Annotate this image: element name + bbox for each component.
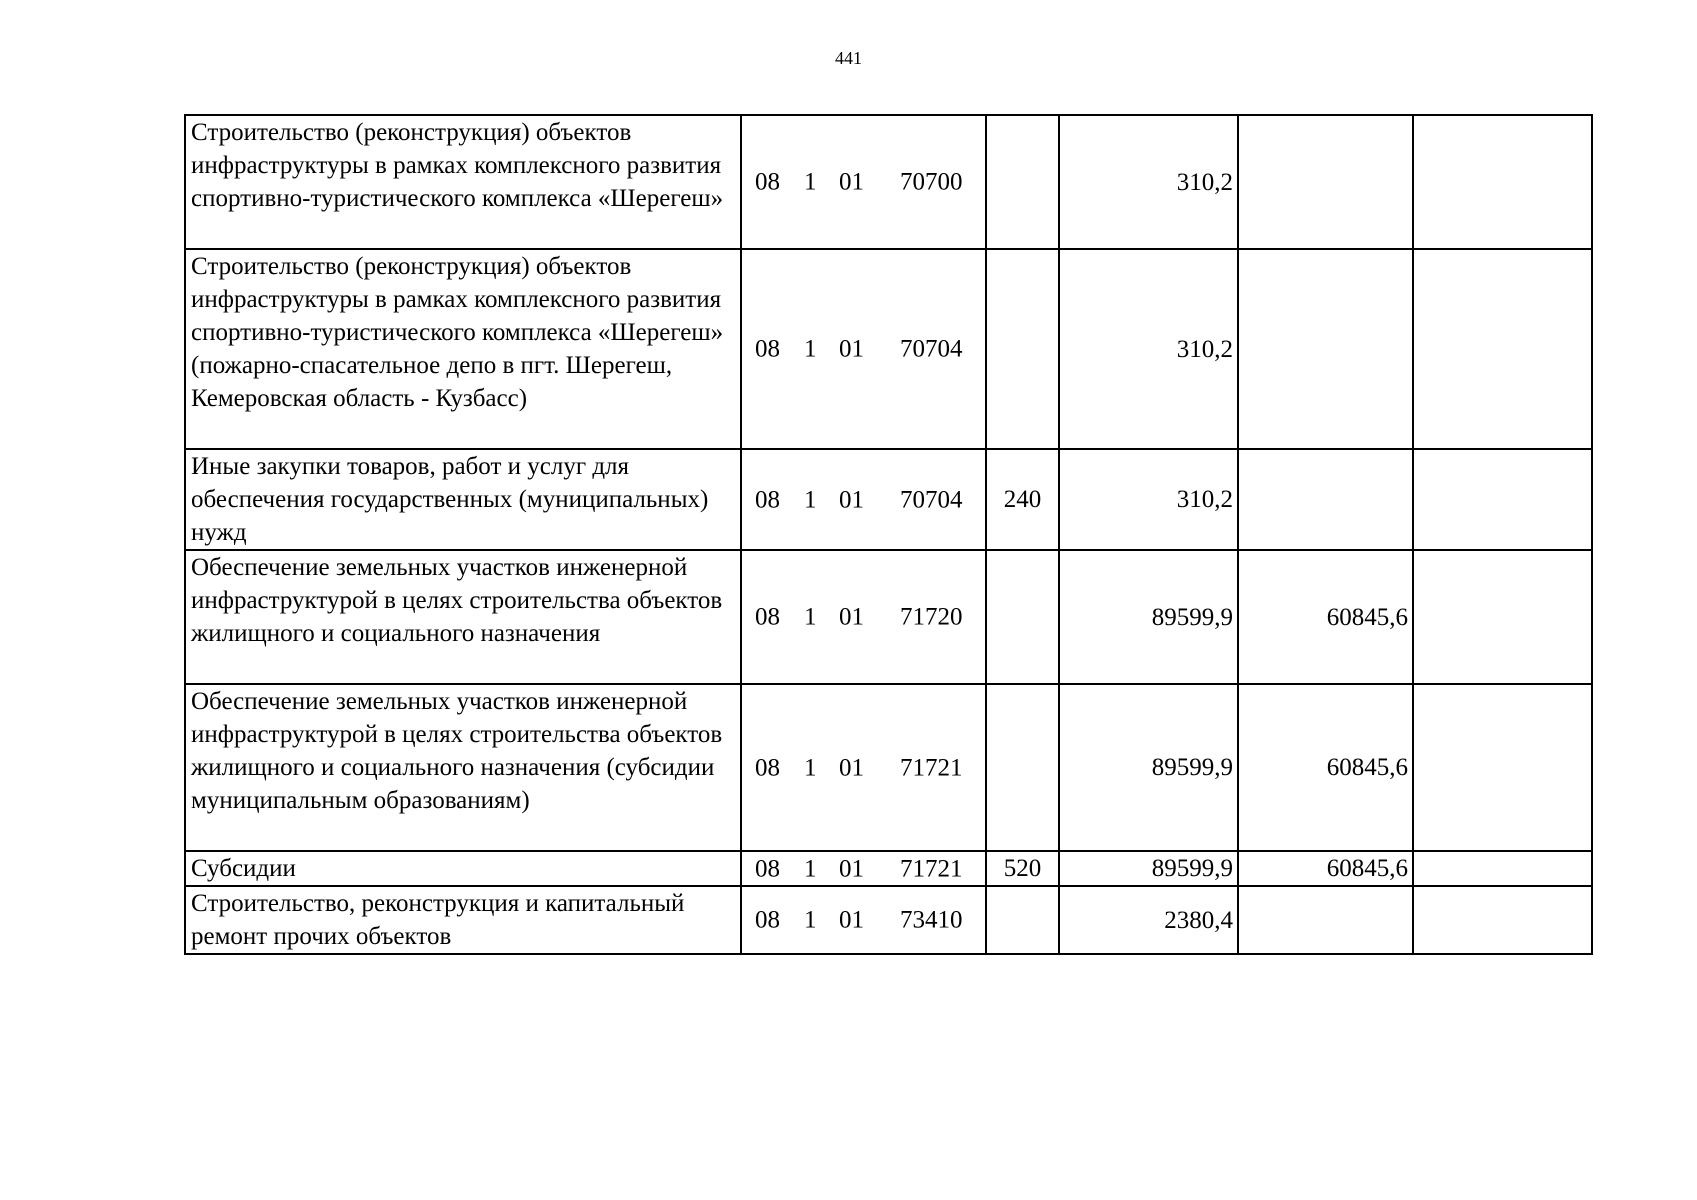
code-part: 01 [839, 168, 864, 196]
amount-cell-3 [1413, 684, 1592, 851]
classification-code [741, 449, 986, 550]
expense-type-cell [986, 115, 1059, 249]
amount-cell-1: 89599,9 [1059, 550, 1238, 684]
table-row [185, 886, 1592, 954]
code-part: 01 [839, 855, 864, 882]
row-name: Строительство (реконструкция) объектов инфраструктуры в рамках комплексного развития спортивно-туристического комплекса «Шерегеш» (пожарно-спасательное депо в пгт. Шерегеш, Кемеровская область - Кузбасс) [185, 249, 741, 449]
code-part: 08 [755, 906, 780, 934]
code-part: 70704 [900, 486, 963, 513]
amount-cell-1: 2380,4 [1059, 886, 1238, 954]
amount-cell-2: 60845,6 [1238, 851, 1413, 886]
row-name: Строительство, реконструкция и капитальный ремонт прочих объектов [185, 886, 741, 954]
classification-code [741, 249, 986, 449]
code-part: 08 [755, 754, 780, 781]
amount-cell-1: 89599,9 [1059, 684, 1238, 851]
amount-cell-2: 60845,6 [1238, 684, 1413, 851]
amount-cell-3 [1413, 115, 1592, 249]
amount-cell-3 [1413, 851, 1592, 886]
expense-type-cell [986, 249, 1059, 449]
expense-type-cell [986, 684, 1059, 851]
code-part: 1 [804, 906, 817, 934]
amount-cell-2: 60845,6 [1238, 550, 1413, 684]
classification-code [741, 684, 986, 851]
code-part: 73410 [900, 906, 963, 934]
amount-cell-3 [1413, 449, 1592, 550]
amount-cell-3 [1413, 249, 1592, 449]
row-name: Иные закупки товаров, работ и услуг для обеспечения государственных (муниципальных) нужд [185, 449, 741, 550]
amount-cell-2 [1238, 449, 1413, 550]
code-part: 70704 [900, 335, 963, 363]
amount-cell-2 [1238, 249, 1413, 449]
table-row [185, 449, 1592, 550]
amount-cell-2 [1238, 115, 1413, 249]
row-name: Обеспечение земельных участков инженерной инфраструктурой в целях строительства объектов жилищного и социального назначения [185, 550, 741, 684]
table-row [185, 851, 1592, 886]
table-row [185, 550, 1592, 684]
page-number: 441 [835, 48, 862, 68]
expense-type-cell: 520 [986, 851, 1059, 886]
classification-code [741, 115, 986, 249]
classification-code [741, 550, 986, 684]
code-part: 1 [804, 486, 817, 513]
amount-cell-3 [1413, 550, 1592, 684]
amount-cell-1: 310,2 [1059, 449, 1238, 550]
budget-table [184, 114, 1593, 955]
code-part: 70700 [900, 168, 963, 196]
row-name: Строительство (реконструкция) объектов инфраструктуры в рамках комплексного развития спортивно-туристического комплекса «Шерегеш» [185, 115, 741, 249]
code-part: 1 [804, 855, 817, 882]
code-part: 08 [755, 486, 780, 513]
table-row [185, 249, 1592, 449]
row-name: Субсидии [185, 851, 741, 886]
code-part: 1 [804, 168, 817, 196]
table-row [185, 684, 1592, 851]
code-part: 71720 [900, 603, 963, 631]
code-part: 1 [804, 335, 817, 363]
code-part: 1 [804, 754, 817, 781]
code-part: 08 [755, 855, 780, 882]
code-part: 71721 [900, 754, 963, 781]
row-name: Обеспечение земельных участков инженерной инфраструктурой в целях строительства объектов жилищного и социального назначения (субсидии муниципальным образованиям) [185, 684, 741, 851]
amount-cell-3 [1413, 886, 1592, 954]
expense-type-cell: 240 [986, 449, 1059, 550]
code-part: 71721 [900, 855, 963, 882]
code-part: 08 [755, 603, 780, 631]
code-part: 01 [839, 906, 864, 934]
code-part: 01 [839, 603, 864, 631]
classification-code [741, 851, 986, 886]
amount-cell-1: 89599,9 [1059, 851, 1238, 886]
classification-code [741, 886, 986, 954]
code-part: 01 [839, 486, 864, 513]
code-part: 08 [755, 168, 780, 196]
expense-type-cell [986, 886, 1059, 954]
amount-cell-1: 310,2 [1059, 115, 1238, 249]
code-part: 01 [839, 754, 864, 781]
amount-cell-1: 310,2 [1059, 249, 1238, 449]
code-part: 08 [755, 335, 780, 363]
table-row [185, 115, 1592, 249]
code-part: 1 [804, 603, 817, 631]
code-part: 01 [839, 335, 864, 363]
amount-cell-2 [1238, 886, 1413, 954]
expense-type-cell [986, 550, 1059, 684]
